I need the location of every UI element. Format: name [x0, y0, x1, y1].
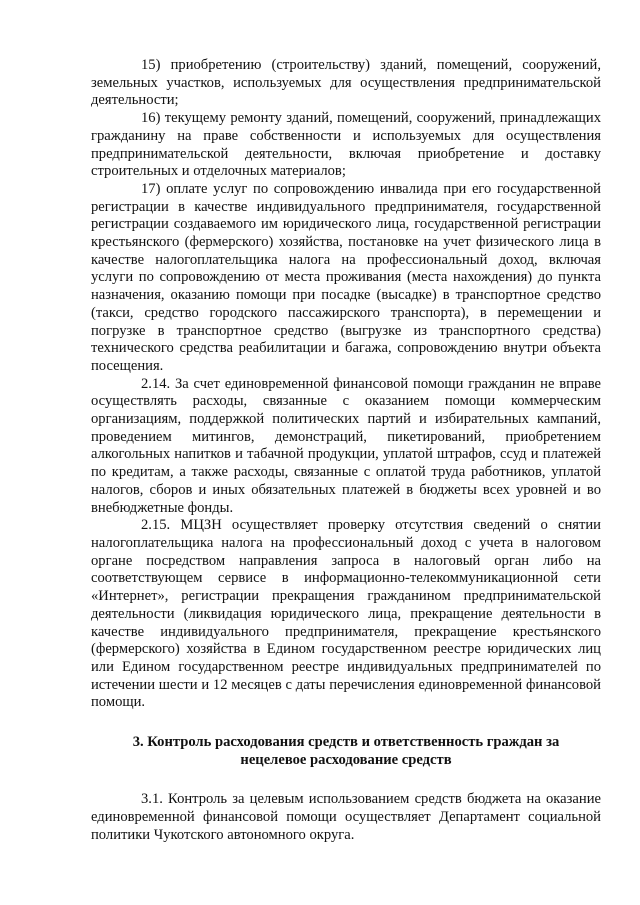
paragraph-item-16: 16) текущему ремонту зданий, помещений, сооружений, принадлежащих гражданину на праве собственности и используемых для осуществления предпринимательской деятельности, включая приобретение и доставку строительных и отделочных материалов; [91, 110, 601, 180]
paragraph-3-1: 3.1. Контроль за целевым использованием средств бюджета на оказание единовременной финансовой помощи осуществляет Департамент социальной политики Чукотского автономного округа. [91, 791, 601, 843]
paragraph-item-15: 15) приобретению (строительству) зданий, помещений, сооружений, земельных участков, используемых для осуществления предпринимательской деятельности; [91, 57, 601, 109]
paragraph-item-17: 17) оплате услуг по сопровождению инвалида при его государственной регистрации в качестве индивидуального предпринимателя, государственной регистрации создаваемого им юридического лица, государственной регистрации крестьянского (фермерского) хозяйства, постановке на учет физического лица в качестве налогоплательщика налога на профессиональный доход, включая услуги по сопровождению от места проживания (места нахождения) до пункта назначения, оказанию помощи при посадке (высадке) в транспортное средство (такси, средство городского пассажирского транспорта), в перемещении и погрузке в транспортное средство (выгрузке из транспортного средства) технического средства реабилитации и багажа, сопровождению внутри объекта посещения. [91, 180, 601, 374]
paragraph-2-14: 2.14. За счет единовременной финансовой помощи гражданин не вправе осуществлять расходы, связанные с оказанием помощи коммерческим организациям, поддержкой политических партий и избирательных кампаний, проведением митингов, демонстраций, пикетирований, приобретением алкогольных напитков и табачной продукции, уплатой штрафов, ссуд и платежей по кредитам, а также расходы, связанные с оплатой труда работников, уплатой налогов, сборов и иных обязательных платежей в бюджеты всех уровней и во внебюджетные фонды. [91, 375, 601, 516]
document-body [91, 57, 601, 845]
section-3-heading [91, 734, 601, 769]
paragraph-2-15: 2.15. МЦЗН осуществляет проверку отсутствия сведений о снятии налогоплательщика налога на профессиональный доход с учета в налоговом органе посредством направления запроса в налоговый орган либо на соответствующем сервисе в информационно-телекоммуникационной сети «Интернет», регистрации прекращения гражданином предпринимательской деятельности (ликвидация юридического лица, прекращение деятельности в качестве индивидуального предпринимателя, прекращение крестьянского (фермерского) хозяйства в Едином государственном реестре юридических лиц или Едином государственном реестре индивидуальных предпринимателей по истечении шести и 12 месяцев с даты перечисления единовременной финансовой помощи. [91, 517, 601, 711]
section-3-heading-line-1: 3. Контроль расходования средств и ответственность граждан за [132, 734, 560, 751]
section-3-heading-line-2: нецелевое расходование средств [240, 751, 452, 768]
